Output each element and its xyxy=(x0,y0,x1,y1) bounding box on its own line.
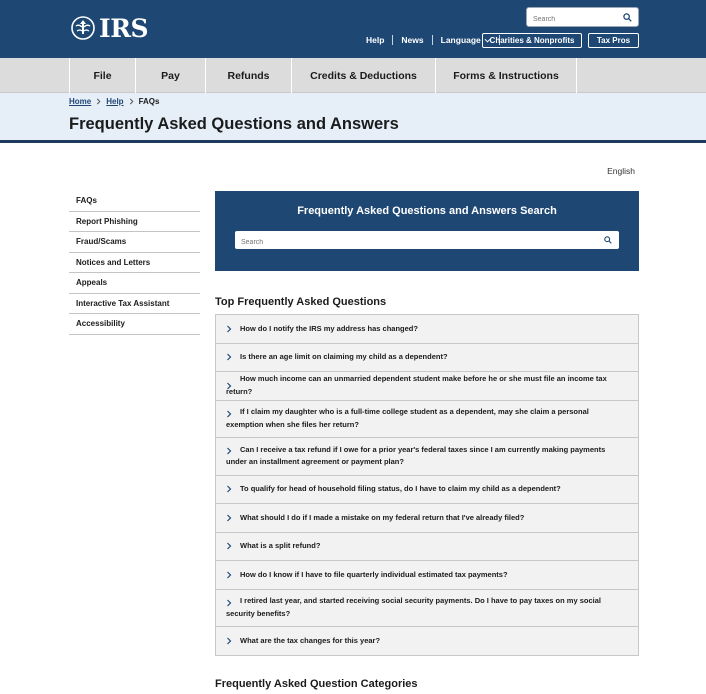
title-band xyxy=(0,93,706,143)
breadcrumb-current: FAQs xyxy=(138,97,160,106)
faq-accordion xyxy=(215,314,639,656)
sidebar-item-interactive-tax-assistant[interactable]: Interactive Tax Assistant xyxy=(69,294,200,315)
faq-question: How do I notify the IRS my address has changed? xyxy=(240,323,418,333)
faq-item[interactable] xyxy=(215,627,639,656)
header-search[interactable] xyxy=(526,7,639,27)
faq-question: How much income can an unmarried dependent student make before he or she must file an income tax return? xyxy=(226,374,607,396)
faq-question: If I claim my daughter who is a full-time college student as a dependent, may she claim a personal exemption when she files her return? xyxy=(226,407,589,429)
help-link[interactable]: Help xyxy=(366,35,385,45)
nav-tab-credits-deductions[interactable]: Credits & Deductions xyxy=(291,58,435,93)
faq-question: To qualify for head of household filing status, do I have to claim my child as a dependent? xyxy=(240,484,561,493)
tax-pros-button[interactable]: Tax Pros xyxy=(588,33,639,48)
divider xyxy=(432,35,433,45)
faq-item[interactable] xyxy=(215,438,639,476)
chevron-right-icon xyxy=(128,98,135,105)
sidebar-item-faqs[interactable]: FAQs xyxy=(69,191,200,212)
faq-item[interactable] xyxy=(215,315,639,344)
search-icon[interactable] xyxy=(604,236,612,244)
breadcrumb-home[interactable]: Home xyxy=(69,97,92,106)
sidebar-nav xyxy=(69,191,200,335)
divider xyxy=(392,35,393,45)
irs-logo[interactable] xyxy=(71,14,148,42)
chevron-right-icon xyxy=(226,485,232,493)
news-link[interactable]: News xyxy=(401,35,424,45)
search-icon[interactable] xyxy=(623,13,632,22)
site-header xyxy=(0,0,706,58)
chevron-right-icon xyxy=(226,571,232,579)
sidebar-item-appeals[interactable]: Appeals xyxy=(69,273,200,294)
nav-tab-refunds[interactable]: Refunds xyxy=(205,58,291,93)
faq-item[interactable] xyxy=(215,372,639,401)
nav-tab-forms-instructions[interactable]: Forms & Instructions xyxy=(435,58,577,93)
faq-search-input[interactable] xyxy=(235,234,595,252)
chevron-right-icon xyxy=(226,514,232,522)
breadcrumb-help[interactable]: Help xyxy=(106,97,124,106)
sidebar-item-accessibility[interactable]: Accessibility xyxy=(69,314,200,335)
chevron-right-icon xyxy=(226,447,232,455)
chevron-right-icon xyxy=(226,599,232,607)
language-label: Language xyxy=(440,35,481,45)
eagle-logo-icon xyxy=(71,15,95,41)
chevron-right-icon xyxy=(95,98,102,105)
top-faqs-heading: Top Frequently Asked Questions xyxy=(215,296,387,308)
sidebar-item-report-phishing[interactable]: Report Phishing xyxy=(69,212,200,233)
logo-text: IRS xyxy=(99,13,149,43)
faq-item[interactable] xyxy=(215,533,639,562)
charities-nonprofits-button[interactable]: Charities & Nonprofits xyxy=(482,33,582,48)
faq-question: What is a split refund? xyxy=(240,541,321,550)
chevron-right-icon xyxy=(226,542,232,550)
faq-item[interactable] xyxy=(215,476,639,505)
faq-question: What are the tax changes for this year? xyxy=(240,635,381,645)
chevron-right-icon xyxy=(226,637,232,645)
faq-item[interactable] xyxy=(215,561,639,590)
faq-item[interactable] xyxy=(215,401,639,439)
chevron-right-icon xyxy=(226,382,232,390)
breadcrumb xyxy=(69,97,159,106)
sidebar-item-notices-letters[interactable]: Notices and Letters xyxy=(69,253,200,274)
language-english-link[interactable]: English xyxy=(607,166,635,176)
faq-question: What should I do if I made a mistake on my federal return that I've already filed? xyxy=(240,512,525,522)
faq-question: How do I know if I have to file quarterly individual estimated tax payments? xyxy=(240,569,508,579)
faq-search-panel xyxy=(215,191,639,271)
faq-categories-heading: Frequently Asked Question Categories xyxy=(215,678,418,690)
main-nav xyxy=(0,58,706,93)
faq-item[interactable] xyxy=(215,590,639,628)
chevron-right-icon xyxy=(226,353,232,361)
nav-tab-file[interactable]: File xyxy=(69,58,135,93)
faq-item[interactable] xyxy=(215,504,639,533)
faq-search-title: Frequently Asked Questions and Answers Search xyxy=(297,205,557,217)
page-title: Frequently Asked Questions and Answers xyxy=(69,115,399,133)
header-search-input[interactable] xyxy=(527,11,617,29)
faq-item[interactable] xyxy=(215,344,639,373)
sidebar-item-fraud-scams[interactable]: Fraud/Scams xyxy=(69,232,200,253)
chevron-right-icon xyxy=(226,410,232,418)
faq-question: Is there an age limit on claiming my child as a dependent? xyxy=(240,352,448,361)
chevron-right-icon xyxy=(226,325,232,333)
faq-question: Can I receive a tax refund if I owe for a prior year's federal taxes since I am currently making payments under an installment agreement or payment plan? xyxy=(226,444,606,467)
nav-tab-pay[interactable]: Pay xyxy=(135,58,205,93)
faq-search-box[interactable] xyxy=(235,231,619,249)
faq-question: I retired last year, and started receiving social security payments. Do I have to pay taxes on my social security benefits? xyxy=(226,596,601,618)
